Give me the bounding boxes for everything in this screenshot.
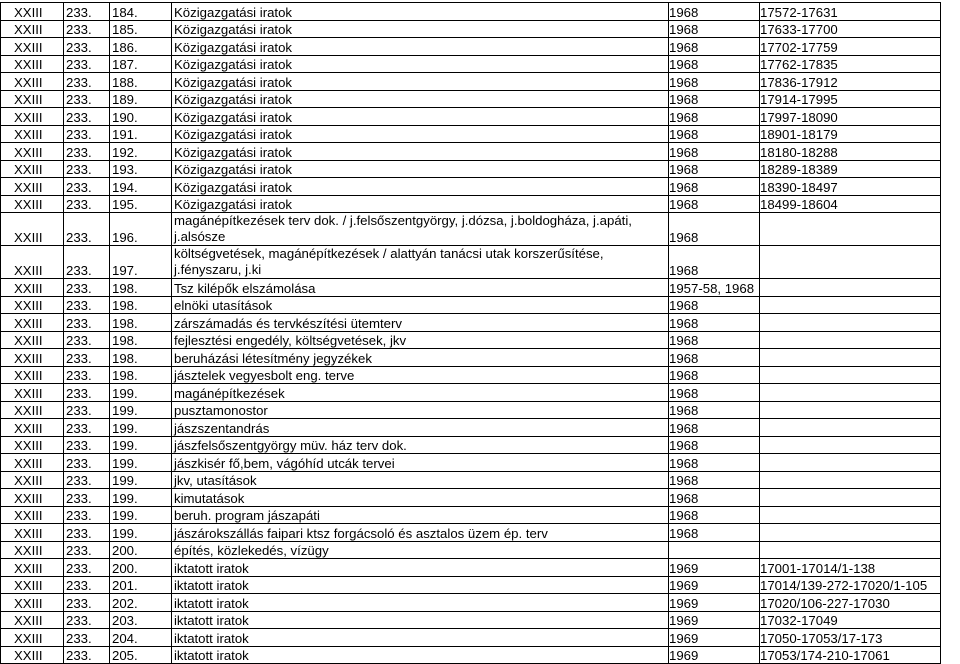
table-row [1, 594, 941, 612]
cell-fond: XXIII [1, 384, 64, 402]
table-row [1, 646, 941, 664]
cell-reference [760, 349, 941, 367]
cell-series: 233. [64, 314, 110, 332]
table-row [1, 195, 941, 213]
cell-fond: XXIII [1, 125, 64, 143]
cell-reference [760, 506, 941, 524]
cell-fond: XXIII [1, 160, 64, 178]
table-row [1, 471, 941, 489]
cell-series: 233. [64, 576, 110, 594]
records-table [0, 2, 941, 664]
cell-description: pusztamonostor [172, 401, 669, 419]
cell-description: Közigazgatási iratok [172, 55, 669, 73]
cell-description: fejlesztési engedély, költségvetések, jkv [172, 331, 669, 349]
cell-year: 1968 [669, 331, 760, 349]
cell-description: Közigazgatási iratok [172, 38, 669, 56]
cell-year: 1968 [669, 436, 760, 454]
cell-box: 196. [110, 213, 172, 246]
cell-fond: XXIII [1, 349, 64, 367]
table-row [1, 349, 941, 367]
cell-year: 1968 [669, 20, 760, 38]
cell-series: 233. [64, 454, 110, 472]
cell-reference [760, 246, 941, 279]
cell-description: Közigazgatási iratok [172, 178, 669, 196]
records-table-body [1, 3, 941, 664]
cell-description: Közigazgatási iratok [172, 90, 669, 108]
cell-description: iktatott iratok [172, 646, 669, 664]
cell-year: 1968 [669, 246, 760, 279]
cell-reference: 17572-17631 [760, 3, 941, 21]
cell-fond: XXIII [1, 559, 64, 577]
table-row [1, 125, 941, 143]
table-row [1, 246, 941, 279]
cell-fond: XXIII [1, 38, 64, 56]
cell-fond: XXIII [1, 629, 64, 647]
table-row [1, 576, 941, 594]
cell-fond: XXIII [1, 454, 64, 472]
cell-year: 1968 [669, 366, 760, 384]
cell-year: 1968 [669, 296, 760, 314]
cell-box: 204. [110, 629, 172, 647]
cell-series: 233. [64, 471, 110, 489]
cell-year: 1969 [669, 646, 760, 664]
table-row [1, 331, 941, 349]
cell-year: 1968 [669, 3, 760, 21]
cell-fond: XXIII [1, 108, 64, 126]
cell-reference: 17702-17759 [760, 38, 941, 56]
cell-series: 233. [64, 349, 110, 367]
cell-description: jászárokszállás faipari ktsz forgácsoló és asztalos üzem ép. terv [172, 524, 669, 542]
table-row [1, 108, 941, 126]
cell-reference [760, 213, 941, 246]
cell-reference [760, 454, 941, 472]
cell-reference: 18289-18389 [760, 160, 941, 178]
cell-year: 1968 [669, 384, 760, 402]
cell-box: 199. [110, 454, 172, 472]
cell-series: 233. [64, 195, 110, 213]
cell-fond: XXIII [1, 471, 64, 489]
cell-series: 233. [64, 524, 110, 542]
cell-description: beruh. program jászapáti [172, 506, 669, 524]
cell-year: 1968 [669, 401, 760, 419]
cell-series: 233. [64, 331, 110, 349]
cell-year: 1969 [669, 611, 760, 629]
cell-year: 1968 [669, 55, 760, 73]
cell-fond: XXIII [1, 90, 64, 108]
cell-reference: 17836-17912 [760, 73, 941, 91]
table-row [1, 506, 941, 524]
cell-description: iktatott iratok [172, 594, 669, 612]
table-row [1, 55, 941, 73]
cell-series: 233. [64, 3, 110, 21]
cell-box: 198. [110, 349, 172, 367]
table-row [1, 629, 941, 647]
cell-box: 197. [110, 246, 172, 279]
cell-reference: 18901-18179 [760, 125, 941, 143]
cell-box: 198. [110, 331, 172, 349]
cell-year: 1968 [669, 143, 760, 161]
cell-year: 1969 [669, 559, 760, 577]
cell-box: 184. [110, 3, 172, 21]
cell-box: 199. [110, 436, 172, 454]
cell-series: 233. [64, 38, 110, 56]
table-row [1, 73, 941, 91]
table-row [1, 419, 941, 437]
cell-description: iktatott iratok [172, 629, 669, 647]
cell-box: 186. [110, 38, 172, 56]
cell-fond: XXIII [1, 55, 64, 73]
cell-description: jászfelsőszentgyörgy müv. ház terv dok. [172, 436, 669, 454]
table-row [1, 296, 941, 314]
cell-box: 189. [110, 90, 172, 108]
cell-fond: XXIII [1, 401, 64, 419]
cell-series: 233. [64, 506, 110, 524]
table-row [1, 454, 941, 472]
cell-box: 203. [110, 611, 172, 629]
cell-fond: XXIII [1, 296, 64, 314]
cell-series: 233. [64, 143, 110, 161]
cell-description: iktatott iratok [172, 576, 669, 594]
cell-fond: XXIII [1, 646, 64, 664]
cell-fond: XXIII [1, 143, 64, 161]
cell-reference [760, 296, 941, 314]
cell-year: 1968 [669, 195, 760, 213]
cell-fond: XXIII [1, 419, 64, 437]
cell-year: 1968 [669, 178, 760, 196]
cell-year: 1968 [669, 489, 760, 507]
cell-year: 1968 [669, 471, 760, 489]
cell-box: 192. [110, 143, 172, 161]
cell-reference: 17762-17835 [760, 55, 941, 73]
cell-series: 233. [64, 384, 110, 402]
cell-description: Közigazgatási iratok [172, 160, 669, 178]
cell-fond: XXIII [1, 73, 64, 91]
cell-reference: 17914-17995 [760, 90, 941, 108]
cell-box: 199. [110, 506, 172, 524]
table-row [1, 401, 941, 419]
cell-description: magánépítkezések terv dok. / j.felsőszentgyörgy, j.dózsa, j.boldogháza, j.apáti, j.alsósze [172, 213, 669, 246]
cell-reference [760, 314, 941, 332]
cell-reference [760, 489, 941, 507]
cell-year: 1968 [669, 314, 760, 332]
table-row [1, 90, 941, 108]
cell-description: iktatott iratok [172, 559, 669, 577]
cell-series: 233. [64, 559, 110, 577]
cell-description: Tsz kilépők elszámolása [172, 279, 669, 297]
cell-box: 194. [110, 178, 172, 196]
cell-year: 1968 [669, 419, 760, 437]
table-row [1, 178, 941, 196]
cell-series: 233. [64, 213, 110, 246]
cell-reference: 17001-17014/1-138 [760, 559, 941, 577]
cell-description: költségvetések, magánépítkezések / alattyán tanácsi utak korszerűsítése, j.fényszaru, j.ki [172, 246, 669, 279]
cell-series: 233. [64, 541, 110, 559]
cell-series: 233. [64, 489, 110, 507]
table-row [1, 20, 941, 38]
cell-fond: XXIII [1, 506, 64, 524]
cell-year: 1968 [669, 73, 760, 91]
cell-box: 199. [110, 401, 172, 419]
cell-box: 193. [110, 160, 172, 178]
cell-reference [760, 471, 941, 489]
cell-reference [760, 401, 941, 419]
cell-box: 188. [110, 73, 172, 91]
cell-reference: 18499-18604 [760, 195, 941, 213]
cell-description: elnöki utasítások [172, 296, 669, 314]
cell-series: 233. [64, 646, 110, 664]
cell-year: 1968 [669, 524, 760, 542]
cell-year: 1957-58, 1968 [669, 279, 760, 297]
table-row [1, 524, 941, 542]
cell-series: 233. [64, 366, 110, 384]
table-row [1, 3, 941, 21]
cell-year [669, 541, 760, 559]
cell-box: 199. [110, 384, 172, 402]
cell-description: magánépítkezések [172, 384, 669, 402]
cell-reference [760, 279, 941, 297]
cell-series: 233. [64, 108, 110, 126]
cell-year: 1968 [669, 38, 760, 56]
cell-fond: XXIII [1, 178, 64, 196]
cell-box: 190. [110, 108, 172, 126]
cell-description: Közigazgatási iratok [172, 125, 669, 143]
table-row [1, 436, 941, 454]
cell-box: 199. [110, 524, 172, 542]
cell-description: beruházási létesítmény jegyzékek [172, 349, 669, 367]
cell-series: 233. [64, 160, 110, 178]
cell-series: 233. [64, 594, 110, 612]
cell-fond: XXIII [1, 524, 64, 542]
cell-description: iktatott iratok [172, 611, 669, 629]
cell-series: 233. [64, 246, 110, 279]
cell-box: 200. [110, 541, 172, 559]
table-row [1, 611, 941, 629]
cell-year: 1969 [669, 576, 760, 594]
cell-fond: XXIII [1, 213, 64, 246]
cell-box: 198. [110, 279, 172, 297]
table-row [1, 160, 941, 178]
cell-description: Közigazgatási iratok [172, 108, 669, 126]
cell-series: 233. [64, 55, 110, 73]
cell-year: 1969 [669, 594, 760, 612]
cell-description: jásztelek vegyesbolt eng. terve [172, 366, 669, 384]
cell-description: építés, közlekedés, vízügy [172, 541, 669, 559]
cell-year: 1968 [669, 506, 760, 524]
cell-box: 198. [110, 366, 172, 384]
cell-box: 185. [110, 20, 172, 38]
cell-box: 198. [110, 296, 172, 314]
cell-series: 233. [64, 629, 110, 647]
cell-description: Közigazgatási iratok [172, 73, 669, 91]
cell-reference: 18180-18288 [760, 143, 941, 161]
cell-box: 202. [110, 594, 172, 612]
cell-fond: XXIII [1, 611, 64, 629]
cell-reference: 17020/106-227-17030 [760, 594, 941, 612]
cell-year: 1969 [669, 629, 760, 647]
cell-reference [760, 419, 941, 437]
cell-year: 1968 [669, 125, 760, 143]
table-row [1, 279, 941, 297]
cell-fond: XXIII [1, 436, 64, 454]
cell-reference: 17032-17049 [760, 611, 941, 629]
cell-year: 1968 [669, 454, 760, 472]
cell-fond: XXIII [1, 331, 64, 349]
cell-series: 233. [64, 125, 110, 143]
table-row [1, 213, 941, 246]
cell-description: jászkisér fő,bem, vágóhíd utcák tervei [172, 454, 669, 472]
cell-fond: XXIII [1, 594, 64, 612]
cell-box: 201. [110, 576, 172, 594]
cell-description: Közigazgatási iratok [172, 143, 669, 161]
cell-fond: XXIII [1, 20, 64, 38]
cell-description: jászszentandrás [172, 419, 669, 437]
cell-box: 195. [110, 195, 172, 213]
cell-series: 233. [64, 178, 110, 196]
cell-fond: XXIII [1, 366, 64, 384]
cell-description: jkv, utasítások [172, 471, 669, 489]
table-row [1, 366, 941, 384]
cell-reference [760, 541, 941, 559]
cell-fond: XXIII [1, 279, 64, 297]
cell-fond: XXIII [1, 576, 64, 594]
table-row [1, 143, 941, 161]
cell-year: 1968 [669, 90, 760, 108]
cell-year: 1968 [669, 160, 760, 178]
cell-series: 233. [64, 401, 110, 419]
cell-fond: XXIII [1, 314, 64, 332]
cell-description: zárszámadás és tervkészítési ütemterv [172, 314, 669, 332]
cell-fond: XXIII [1, 3, 64, 21]
cell-box: 205. [110, 646, 172, 664]
cell-box: 198. [110, 314, 172, 332]
cell-reference: 18390-18497 [760, 178, 941, 196]
cell-fond: XXIII [1, 246, 64, 279]
cell-reference [760, 384, 941, 402]
cell-series: 233. [64, 296, 110, 314]
cell-fond: XXIII [1, 489, 64, 507]
table-row [1, 541, 941, 559]
cell-series: 233. [64, 611, 110, 629]
cell-reference [760, 524, 941, 542]
table-row [1, 559, 941, 577]
cell-box: 191. [110, 125, 172, 143]
cell-series: 233. [64, 20, 110, 38]
cell-box: 187. [110, 55, 172, 73]
cell-reference [760, 366, 941, 384]
cell-year: 1968 [669, 108, 760, 126]
cell-series: 233. [64, 279, 110, 297]
cell-description: Közigazgatási iratok [172, 3, 669, 21]
cell-reference: 17050-17053/17-173 [760, 629, 941, 647]
cell-fond: XXIII [1, 541, 64, 559]
cell-box: 199. [110, 471, 172, 489]
cell-box: 200. [110, 559, 172, 577]
cell-series: 233. [64, 419, 110, 437]
cell-year: 1968 [669, 349, 760, 367]
cell-series: 233. [64, 73, 110, 91]
cell-box: 199. [110, 489, 172, 507]
table-row [1, 38, 941, 56]
cell-reference: 17997-18090 [760, 108, 941, 126]
cell-reference: 17014/139-272-17020/1-105 [760, 576, 941, 594]
cell-reference [760, 436, 941, 454]
cell-reference: 17053/174-210-17061 [760, 646, 941, 664]
cell-fond: XXIII [1, 195, 64, 213]
table-row [1, 384, 941, 402]
cell-series: 233. [64, 90, 110, 108]
cell-reference [760, 331, 941, 349]
cell-series: 233. [64, 436, 110, 454]
table-row [1, 489, 941, 507]
cell-description: Közigazgatási iratok [172, 195, 669, 213]
cell-year: 1968 [669, 213, 760, 246]
cell-description: kimutatások [172, 489, 669, 507]
table-row [1, 314, 941, 332]
cell-box: 199. [110, 419, 172, 437]
cell-description: Közigazgatási iratok [172, 20, 669, 38]
cell-reference: 17633-17700 [760, 20, 941, 38]
